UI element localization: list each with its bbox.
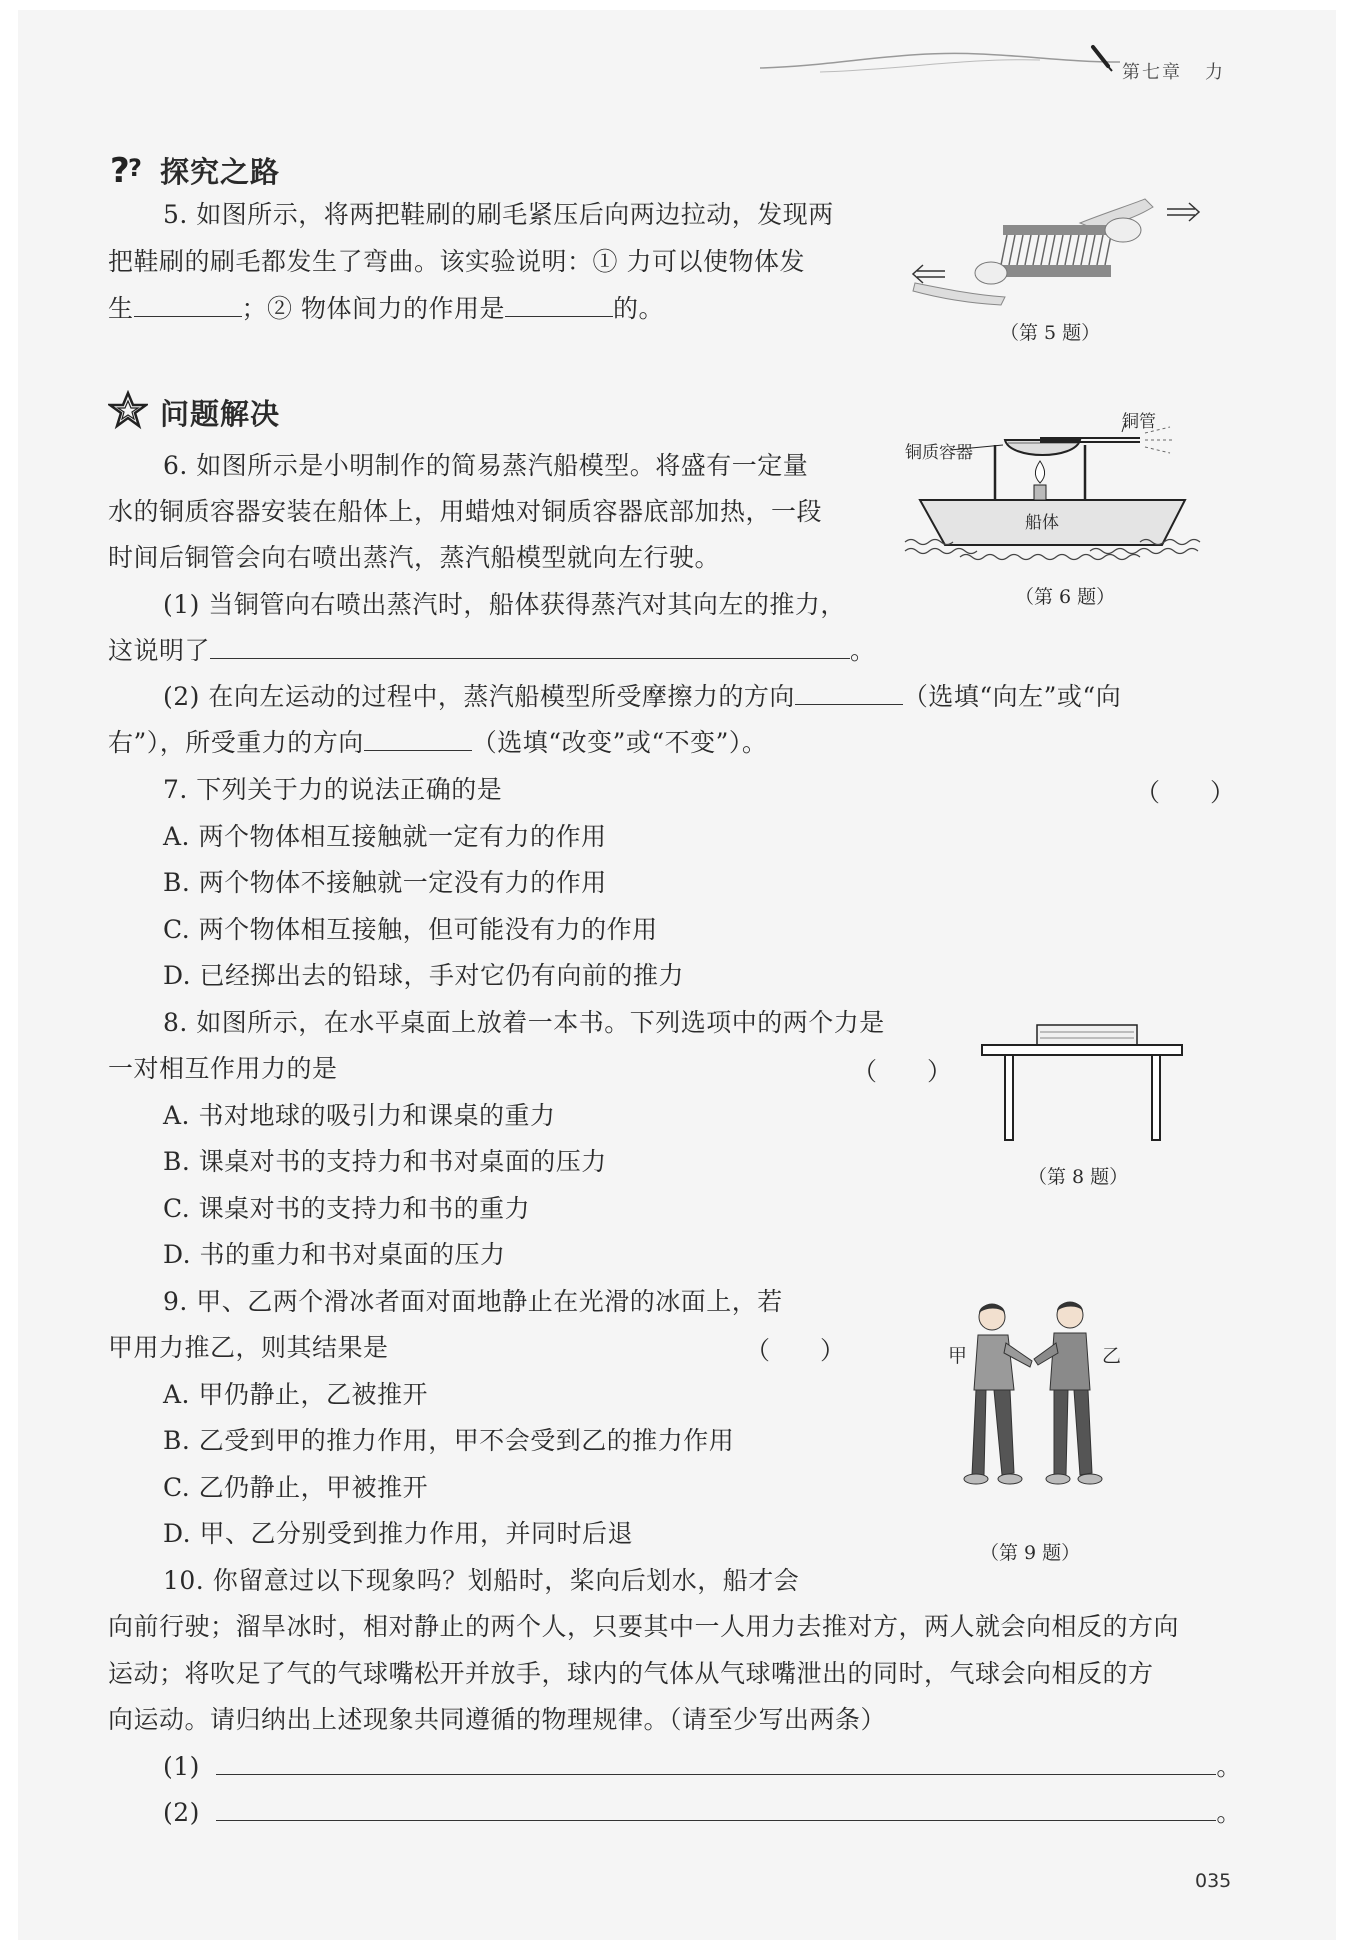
section-title-solve: 问题解决 [160, 397, 281, 431]
q6-sub2-blank-2[interactable] [364, 726, 472, 751]
q6-sub2-text-b: （选填“向左”或“向 [902, 682, 1122, 711]
q6-sub1-line-2 [108, 634, 876, 668]
svg-text:?: ? [110, 151, 130, 188]
q10-answer-1-blank[interactable] [216, 1750, 1216, 1775]
question-mark-icon [108, 150, 150, 188]
q6-sub2-line-2 [108, 726, 767, 760]
q7-option-b[interactable]: B. 两个物体不接触就一定没有力的作用 [163, 868, 607, 897]
q8-option-b[interactable]: B. 课桌对书的支持力和书对桌面的压力 [163, 1147, 607, 1176]
q9-line-1: 9. 甲、乙两个滑冰者面对面地静止在光滑的冰面上，若 [163, 1287, 783, 1316]
q7-stem: 7. 下列关于力的说法正确的是 [163, 775, 503, 804]
q8-option-c[interactable]: C. 课桌对书的支持力和书的重力 [163, 1194, 531, 1223]
q5-line-1: 5. 如图所示，将两把鞋刷的刷毛紧压后向两边拉动，发现两 [163, 200, 834, 229]
q5-blank-1[interactable] [134, 292, 242, 317]
q6-caption: （第 6 题） [1015, 586, 1116, 608]
skaters-figure [950, 1295, 1120, 1495]
q6-label-hull: 船体 [1025, 513, 1059, 533]
q5-blank-2[interactable] [505, 292, 613, 317]
q5-line-2: 把鞋刷的刷毛都发生了弯曲。该实验说明：① 力可以使物体发 [108, 247, 805, 276]
star-icon [108, 390, 148, 430]
q6-sub1-text-a: 这说明了 [108, 636, 211, 665]
q6-sub1-blank[interactable] [210, 634, 850, 659]
q7-option-c[interactable]: C. 两个物体相互接触，但可能没有力的作用 [163, 915, 658, 944]
table-book-figure [980, 1020, 1185, 1145]
section-title-explore: 探究之路 [160, 155, 281, 189]
q9-option-b[interactable]: B. 乙受到甲的推力作用，甲不会受到乙的推力作用 [163, 1426, 735, 1455]
q7-option-d[interactable]: D. 已经掷出去的铅球，手对它仍有向前的推力 [163, 961, 685, 990]
q5-text-b: ；② 物体间力的作用是 [241, 294, 505, 323]
q6-sub2-text-d: （选填“改变”或“不变”）。 [471, 728, 768, 757]
q8-line-1: 8. 如图所示，在水平桌面上放着一本书。下列选项中的两个力是 [163, 1008, 885, 1037]
q8-answer-bracket[interactable]: （ ） [852, 1057, 953, 1086]
q8-caption: （第 8 题） [1028, 1166, 1129, 1188]
q8-option-a[interactable]: A. 书对地球的吸引力和课桌的重力 [163, 1101, 556, 1130]
q10-answer-2-end: 。 [1216, 1798, 1242, 1827]
q10-answer-1-label: (1) [163, 1752, 200, 1781]
q10-line-4: 向运动。请归纳出上述现象共同遵循的物理规律。（请至少写出两条） [108, 1705, 887, 1734]
q6-sub2-text-a: (2) 在向左运动的过程中，蒸汽船模型所受摩擦力的方向 [163, 682, 795, 711]
header-chapter: 第七章 [1122, 62, 1182, 83]
q10-line-1: 10. 你留意过以下现象吗？划船时，桨向后划水，船才会 [163, 1566, 800, 1595]
q10-answer-2-label: (2) [163, 1798, 200, 1827]
q6-sub2-blank-1[interactable] [795, 680, 903, 705]
q9-option-a[interactable]: A. 甲仍静止，乙被推开 [163, 1380, 428, 1409]
q5-caption: （第 5 题） [1000, 322, 1101, 344]
q9-answer-bracket[interactable]: （ ） [745, 1336, 846, 1365]
q6-sub1-line-1: (1) 当铜管向右喷出蒸汽时，船体获得蒸汽对其向左的推力， [163, 590, 846, 619]
q10-answer-1 [163, 1750, 1242, 1784]
q5-text-a: 生 [108, 294, 134, 323]
q10-answer-2-blank[interactable] [216, 1796, 1216, 1821]
q9-line-2: 甲用力推乙，则其结果是 [108, 1333, 389, 1362]
shoe-brushes-figure [905, 185, 1215, 310]
q5-line-3 [108, 292, 664, 326]
steamboat-figure [900, 405, 1210, 565]
q6-label-pipe: 铜管 [1122, 412, 1156, 432]
q5-text-c: 的。 [612, 294, 664, 323]
q7-option-a[interactable]: A. 两个物体相互接触就一定有力的作用 [163, 822, 607, 851]
q9-label-right: 乙 [1102, 1345, 1122, 1367]
q9-label-left: 甲 [948, 1345, 968, 1367]
q9-caption: （第 9 题） [980, 1542, 1081, 1564]
svg-text:?: ? [128, 154, 142, 182]
q6-line-3: 时间后铜管会向右喷出蒸汽，蒸汽船模型就向左行驶。 [108, 543, 721, 572]
q9-option-d[interactable]: D. 甲、乙分别受到推力作用，并同时后退 [163, 1519, 634, 1548]
q8-line-2: 一对相互作用力的是 [108, 1054, 338, 1083]
q6-label-container: 铜质容器 [905, 443, 973, 463]
q9-option-c[interactable]: C. 乙仍静止，甲被推开 [163, 1473, 429, 1502]
q6-line-1: 6. 如图所示是小明制作的简易蒸汽船模型。将盛有一定量 [163, 451, 809, 480]
page-number: 035 [1195, 1870, 1232, 1892]
q6-sub2-line-1 [163, 680, 1121, 714]
q8-option-d[interactable]: D. 书的重力和书对桌面的压力 [163, 1240, 506, 1269]
q10-line-3: 运动；将吹足了气的气球嘴松开并放手，球内的气体从气球嘴泄出的同时，气球会向相反的方 [108, 1659, 1154, 1688]
q10-answer-2 [163, 1796, 1242, 1830]
q6-line-2: 水的铜质容器安装在船体上，用蜡烛对铜质容器底部加热，一段 [108, 497, 823, 526]
q10-answer-1-end: 。 [1216, 1752, 1242, 1781]
q10-line-2: 向前行驶；溜旱冰时，相对静止的两个人，只要其中一人用力去推对方，两人就会向相反的方向 [108, 1612, 1180, 1641]
header-title: 力 [1205, 62, 1225, 83]
q6-sub1-text-b: 。 [850, 636, 876, 665]
pen-icon [1090, 44, 1114, 74]
q7-answer-bracket[interactable]: （ ） [1135, 778, 1236, 807]
q6-sub2-text-c: 右”），所受重力的方向 [108, 728, 364, 757]
